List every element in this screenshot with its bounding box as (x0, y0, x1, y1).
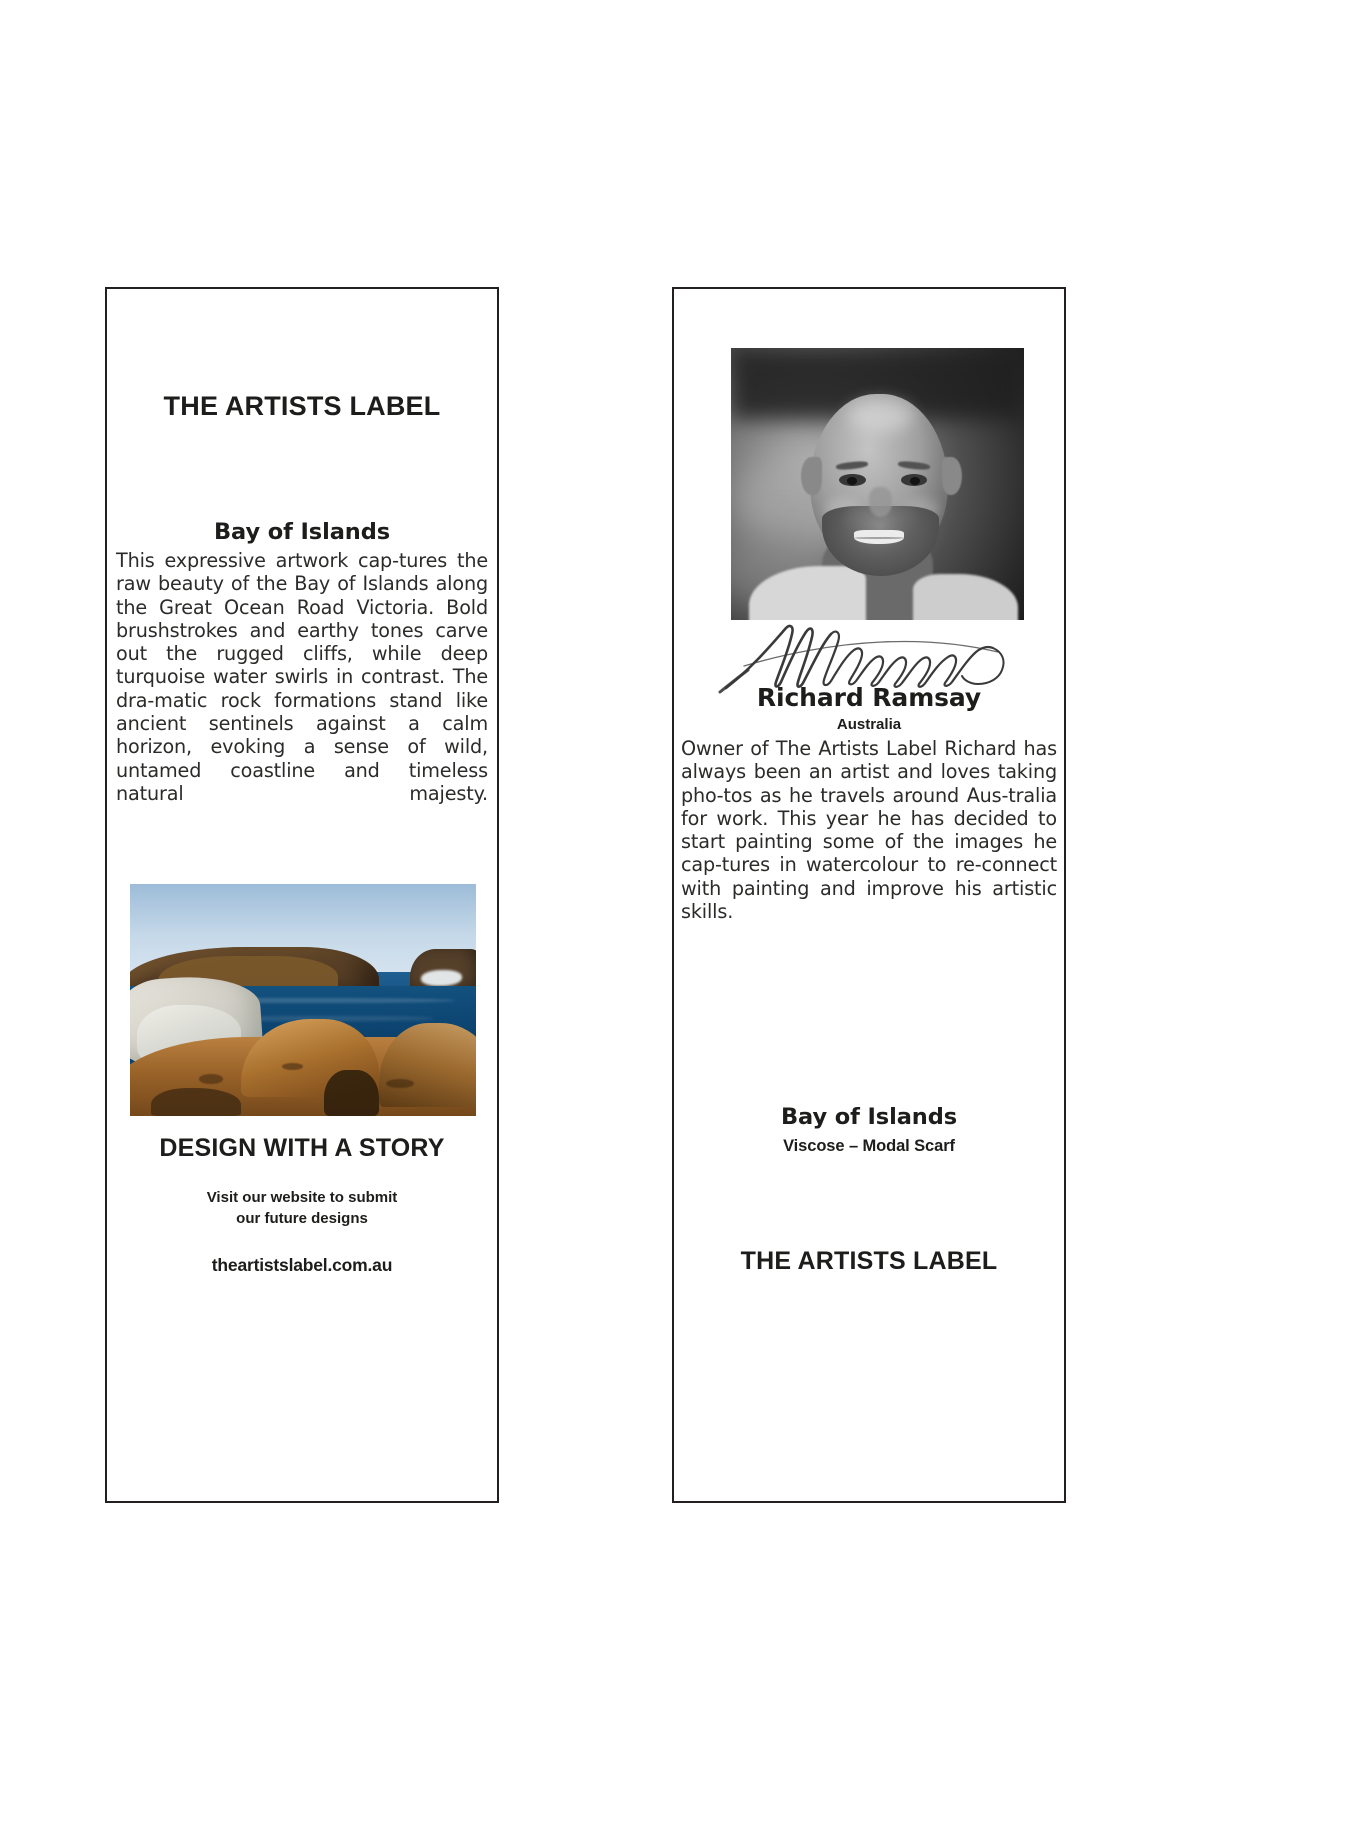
artist-country: Australia (836, 716, 902, 733)
website-url[interactable]: theartistslabel.com.au (211, 1255, 393, 1275)
product-title: Bay of Islands (781, 1104, 957, 1130)
artwork-image (130, 884, 476, 1116)
portrait-nose (869, 487, 892, 517)
slogan: DESIGN WITH A STORY (159, 1134, 445, 1162)
painting-brush-dab (282, 1063, 303, 1070)
painting-shadow-2 (151, 1088, 241, 1116)
left-brand-title: THE ARTISTS LABEL (163, 391, 441, 421)
artist-signature (714, 614, 1034, 694)
left-tag-panel (105, 287, 499, 1503)
portrait-ear-right (942, 457, 963, 495)
website-invite-line-2: our future designs (236, 1210, 368, 1227)
artwork-title: Bay of Islands (214, 519, 390, 545)
website-invite-line-1: Visit our website to submit (206, 1189, 398, 1206)
painting-shadow (324, 1070, 379, 1116)
portrait-canvas (731, 348, 1024, 620)
artist-portrait-photo (731, 348, 1024, 620)
artist-bio: Owner of The Artists Label Richard has always been an artist and loves taking pho‑tos as he travels around Aus‑tralia for work. This year he has decided to start painting some of the images he cap‑tures in watercolour to re‑connect with painting and improve his artistic skills. (681, 737, 1057, 924)
painting-brush-dab (386, 1079, 414, 1088)
right-tag-panel (672, 287, 1066, 1503)
artist-name: Richard Ramsay (756, 683, 982, 712)
website-invite (118, 1187, 486, 1229)
right-brand-title: THE ARTISTS LABEL (740, 1247, 998, 1275)
portrait-pupil-left (847, 477, 857, 485)
product-material: Viscose – Modal Scarf (783, 1137, 955, 1155)
left-panel-content (107, 289, 497, 1501)
portrait-pupil-right (910, 477, 920, 485)
portrait-highlight (848, 400, 912, 433)
portrait-ear-left (801, 457, 822, 495)
right-panel-content (674, 289, 1064, 1501)
painting-canvas (130, 884, 476, 1116)
painting-brush-dab (199, 1074, 223, 1083)
artwork-description: This expressive artwork cap‑tures the raw beauty of the Bay of Islands along the Great Ocean Road Victoria. Bold brushstrokes and earthy tones carve out the rugged cliffs, while deep turquoise water swirls in contrast. The dra‑matic rock formations stand like ancient sentinels against a calm horizon, evoking a sense of wild, untamed coastline and timeless natural majesty. (116, 549, 488, 805)
